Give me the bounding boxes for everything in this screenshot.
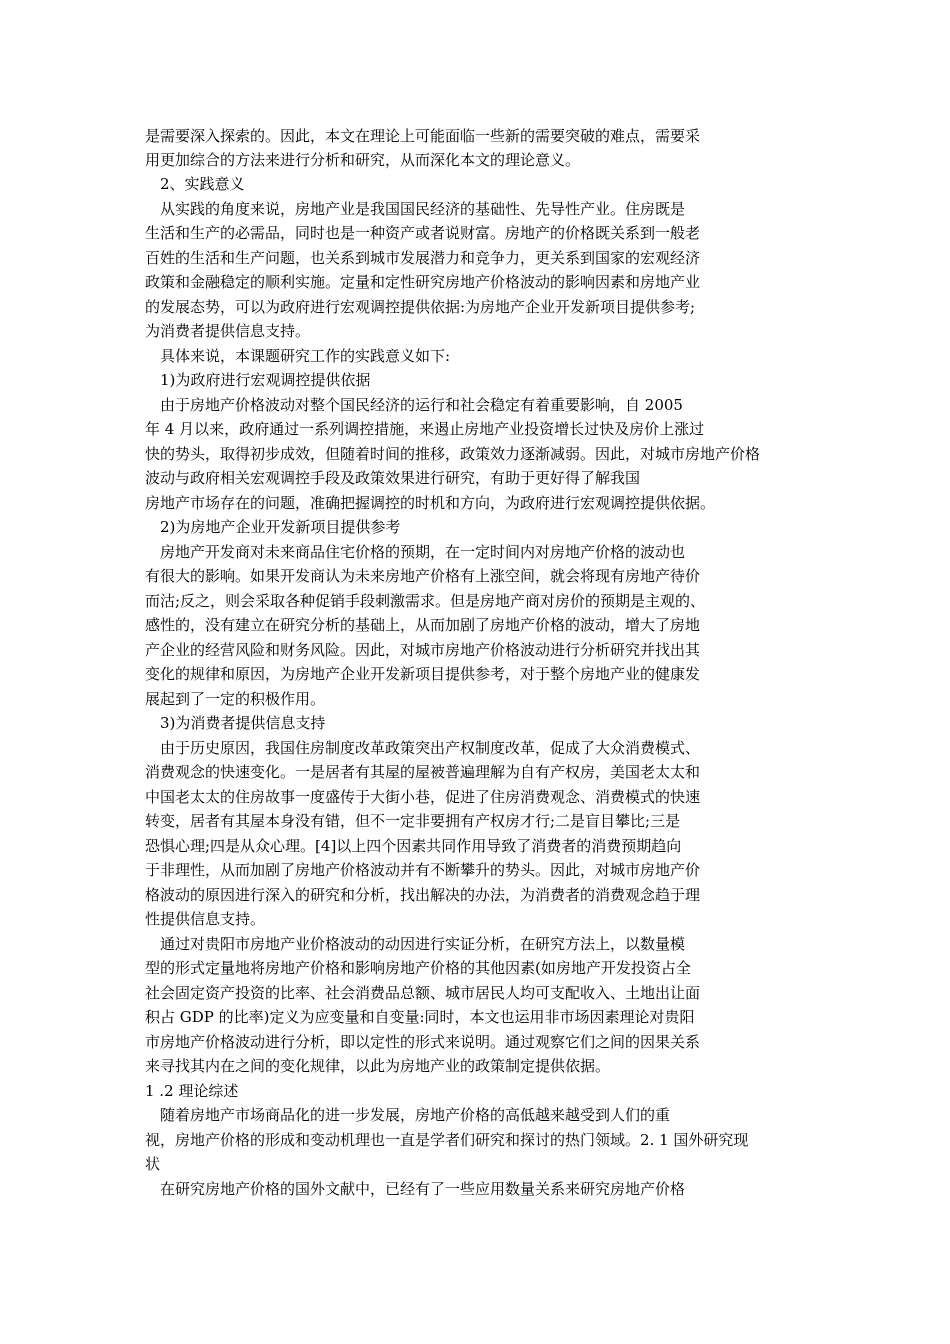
- text-line: 在研究房地产价格的国外文献中，已经有了一些应用数量关系来研究房地产价格: [145, 1180, 686, 1198]
- text-line: 由于历史原因，我国住房制度改革政策突出产权制度改革，促成了大众消费模式、: [145, 739, 701, 757]
- text-line: 积占 GDP 的比率)定义为应变量和自变量:同时，本文也运用非市场因素理论对贵阳: [145, 1008, 695, 1026]
- text-line: 恐惧心理;四是从众心理。[4]以上四个因素共同作用导致了消费者的消费预期趋向: [145, 837, 682, 855]
- text-line: 房地产开发商对未来商品住宅价格的预期，在一定时间内对房地产价格的波动也: [145, 543, 686, 561]
- subsection-heading: 1)为政府进行宏观调控提供依据: [145, 371, 371, 389]
- text-line: 转变，居者有其屋本身没有错，但不一定非要拥有产权房才行;二是盲目攀比;三是: [145, 812, 681, 830]
- text-line: 政策和金融稳定的顺利实施。定量和定性研究房地产价格波动的影响因素和房地产业: [145, 273, 701, 291]
- text-line: 型的形式定量地将房地产价格和影响房地产价格的其他因素(如房地产开发投资占全: [145, 959, 691, 977]
- text-line: 百姓的生活和生产问题，也关系到城市发展潜力和竞争力，更关系到国家的宏观经济: [145, 249, 701, 267]
- text-line: 感性的，没有建立在研究分析的基础上，从而加剧了房地产价格的波动，增大了房地: [145, 616, 701, 634]
- text-line: 是需要深入探索的。因此，本文在理论上可能面临一些新的需要突破的难点，需要采: [145, 127, 701, 145]
- text-line: 房地产市场存在的问题，准确把握调控的时机和方向，为政府进行宏观调控提供依据。: [145, 494, 716, 512]
- subsection-heading: 3)为消费者提供信息支持: [145, 714, 326, 732]
- text-line: 从实践的角度来说，房地产业是我国国民经济的基础性、先导性产业。住房既是: [145, 200, 686, 218]
- text-line: 波动与政府相关宏观调控手段及政策效果进行研究，有助于更好得了解我国: [145, 469, 641, 487]
- text-line: 用更加综合的方法来进行分析和研究，从而深化本文的理论意义。: [145, 151, 581, 169]
- section-heading: 1 .2 理论综述: [145, 1082, 239, 1100]
- text-line: 通过对贵阳市房地产业价格波动的动因进行实证分析，在研究方法上，以数量模: [145, 935, 686, 953]
- text-line: 性提供信息支持。: [145, 910, 266, 928]
- text-line: 市房地产价格波动进行分析，即以定性的形式来说明。通过观察它们之间的因果关系: [145, 1033, 701, 1051]
- subsection-heading: 2)为房地产企业开发新项目提供参考: [145, 518, 401, 536]
- text-line: 快的势头，取得初步成效，但随着时间的推移，政策效力逐渐减弱。因此，对城市房地产价格: [145, 445, 761, 463]
- text-line: 视，房地产价格的形成和变动机理也一直是学者们研究和探讨的热门领域。2. 1 国外研究现: [145, 1131, 749, 1149]
- text-line: 生活和生产的必需品，同时也是一种资产或者说财富。房地产的价格既关系到一般老: [145, 224, 701, 242]
- text-line: 社会固定资产投资的比率、社会消费品总额、城市居民人均可支配收入、土地出让面: [145, 984, 701, 1002]
- text-line: 消费观念的快速变化。一是居者有其屋的屋被普遍理解为自有产权房，美国老太太和: [145, 763, 701, 781]
- text-line: 年 4 月以来，政府通过一系列调控措施，来遏止房地产业投资增长过快及房价上涨过: [145, 420, 705, 438]
- text-line: 由于房地产价格波动对整个国民经济的运行和社会稳定有着重要影响，自 2005: [145, 396, 683, 414]
- text-line: 有很大的影响。如果开发商认为未来房地产价格有上涨空间，就会将现有房地产待价: [145, 567, 701, 585]
- text-line: 的发展态势，可以为政府进行宏观调控提供依据:为房地产企业开发新项目提供参考;: [145, 298, 696, 316]
- text-line: 具体来说，本课题研究工作的实践意义如下:: [145, 347, 451, 365]
- text-line: 随着房地产市场商品化的进一步发展，房地产价格的高低越来越受到人们的重: [145, 1106, 671, 1124]
- text-line: 产企业的经营风险和财务风险。因此，对城市房地产价格波动进行分析研究并找出其: [145, 641, 701, 659]
- text-line: 状: [145, 1155, 161, 1173]
- text-line: 为消费者提供信息支持。: [145, 322, 311, 340]
- text-line: 而沽;反之，则会采取各种促销手段刺激需求。但是房地产商对房价的预期是主观的、: [145, 592, 706, 610]
- text-line: 格波动的原因进行深入的研究和分析，找出解决的办法，为消费者的消费观念趋于理: [145, 886, 701, 904]
- section-heading: 2、实践意义: [145, 175, 245, 193]
- text-line: 来寻找其内在之间的变化规律，以此为房地产业的政策制定提供依据。: [145, 1057, 611, 1075]
- text-line: 展起到了一定的积极作用。: [145, 690, 326, 708]
- text-line: 变化的规律和原因，为房地产企业开发新项目提供参考，对于整个房地产业的健康发: [145, 665, 701, 683]
- text-line: 中国老太太的住房故事一度盛传于大街小巷，促进了住房消费观念、消费模式的快速: [145, 788, 701, 806]
- text-line: 于非理性，从而加剧了房地产价格波动并有不断攀升的势头。因此，对城市房地产价: [145, 861, 701, 879]
